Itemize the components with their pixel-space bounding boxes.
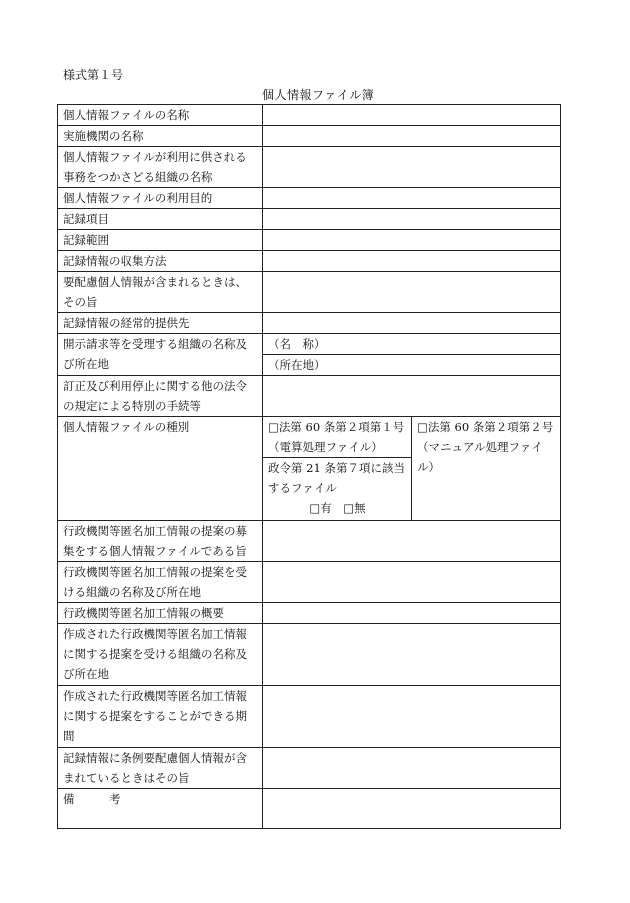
table-row (58, 789, 561, 829)
row-label-ordinance-sensitive-info: 記録情報に条例要配慮個人情報が含 まれているときはその旨 (58, 748, 263, 789)
field-created-info-proposal-organization[interactable] (263, 624, 561, 686)
table-row (58, 188, 561, 209)
row-label-anonymized-overview: 行政機関等匿名加工情報の概要 (58, 603, 263, 624)
field-anonymized-proposal-organization[interactable] (263, 562, 561, 603)
field-regular-recipients[interactable] (263, 313, 561, 334)
table-row (58, 272, 561, 313)
checkbox-electronic-file[interactable]: □法第 60 条第２項第１号 （電算処理ファイル） (263, 417, 412, 458)
table-row (58, 417, 561, 458)
table-row (58, 748, 561, 789)
table-row (58, 105, 561, 126)
field-anonymized-overview[interactable] (263, 603, 561, 624)
row-label-agency-name: 実施機関の名称 (58, 126, 263, 147)
field-purpose[interactable] (263, 188, 561, 209)
table-row (58, 624, 561, 686)
row-label-collection-method: 記録情報の収集方法 (58, 251, 263, 272)
table-row (58, 376, 561, 417)
row-label-responsible-organization: 個人情報ファイルが利用に供される 事務をつかさどる組織の名称 (58, 147, 263, 188)
row-label-purpose: 個人情報ファイルの利用目的 (58, 188, 263, 209)
row-label-record-items: 記録項目 (58, 209, 263, 230)
field-anonymized-proposal-solicitation[interactable] (263, 521, 561, 562)
table-row (58, 562, 561, 603)
field-agency-name[interactable] (263, 126, 561, 147)
form-number: 様式第１号 (63, 68, 124, 82)
table-row (58, 230, 561, 251)
field-disclosure-org-name[interactable]: （名 称） (263, 334, 561, 355)
table-row (58, 209, 561, 230)
field-record-scope[interactable] (263, 230, 561, 251)
table-row (58, 126, 561, 147)
ordinance-applicability-cell (263, 458, 412, 521)
row-label-record-scope: 記録範囲 (58, 230, 263, 251)
table-row (58, 251, 561, 272)
row-label-anonymized-proposal-solicitation: 行政機関等匿名加工情報の提案の募 集をする個人情報ファイルである旨 (58, 521, 263, 562)
row-label-sensitive-info: 要配慮個人情報が含まれるときは、 その旨 (58, 272, 263, 313)
row-label-special-procedures: 訂正及び利用停止に関する他の法令 の規定による特別の手続等 (58, 376, 263, 417)
row-label-remarks: 備 考 (58, 789, 263, 829)
row-label-file-type: 個人情報ファイルの種別 (58, 417, 263, 521)
personal-info-file-register-table (57, 104, 561, 829)
table-row (58, 686, 561, 748)
table-row (58, 334, 561, 355)
ordinance-question: 政令第 21 条第７項に該当 するファイル (268, 461, 405, 495)
row-label-anonymized-proposal-organization: 行政機関等匿名加工情報の提案を受 ける組織の名称及び所在地 (58, 562, 263, 603)
field-remarks[interactable] (263, 789, 561, 829)
table-row (58, 603, 561, 624)
document-title: 個人情報ファイル簿 (262, 88, 375, 102)
row-label-created-info-proposal-organization: 作成された行政機関等匿名加工情報 に関する提案を受ける組織の名称及 び所在地 (58, 624, 263, 686)
yes-no-checkboxes[interactable]: □有 □無 (309, 501, 366, 515)
field-proposal-period[interactable] (263, 686, 561, 748)
checkbox-manual-file[interactable]: □法第 60 条第２項第２号 （マニュアル処理ファイ ル） (412, 417, 561, 521)
field-ordinance-sensitive-info[interactable] (263, 748, 561, 789)
row-label-file-name: 個人情報ファイルの名称 (58, 105, 263, 126)
field-special-procedures[interactable] (263, 376, 561, 417)
table-row (58, 147, 561, 188)
row-label-proposal-period: 作成された行政機関等匿名加工情報 に関する提案をすることができる期 間 (58, 686, 263, 748)
table-row (58, 313, 561, 334)
field-responsible-organization[interactable] (263, 147, 561, 188)
field-sensitive-info[interactable] (263, 272, 561, 313)
table-row (58, 521, 561, 562)
field-collection-method[interactable] (263, 251, 561, 272)
field-file-name[interactable] (263, 105, 561, 126)
row-label-disclosure-organization: 開示請求等を受理する組織の名称及 び所在地 (58, 334, 263, 376)
row-label-regular-recipients: 記録情報の経常的提供先 (58, 313, 263, 334)
field-record-items[interactable] (263, 209, 561, 230)
field-disclosure-org-address[interactable]: （所在地） (263, 355, 561, 376)
